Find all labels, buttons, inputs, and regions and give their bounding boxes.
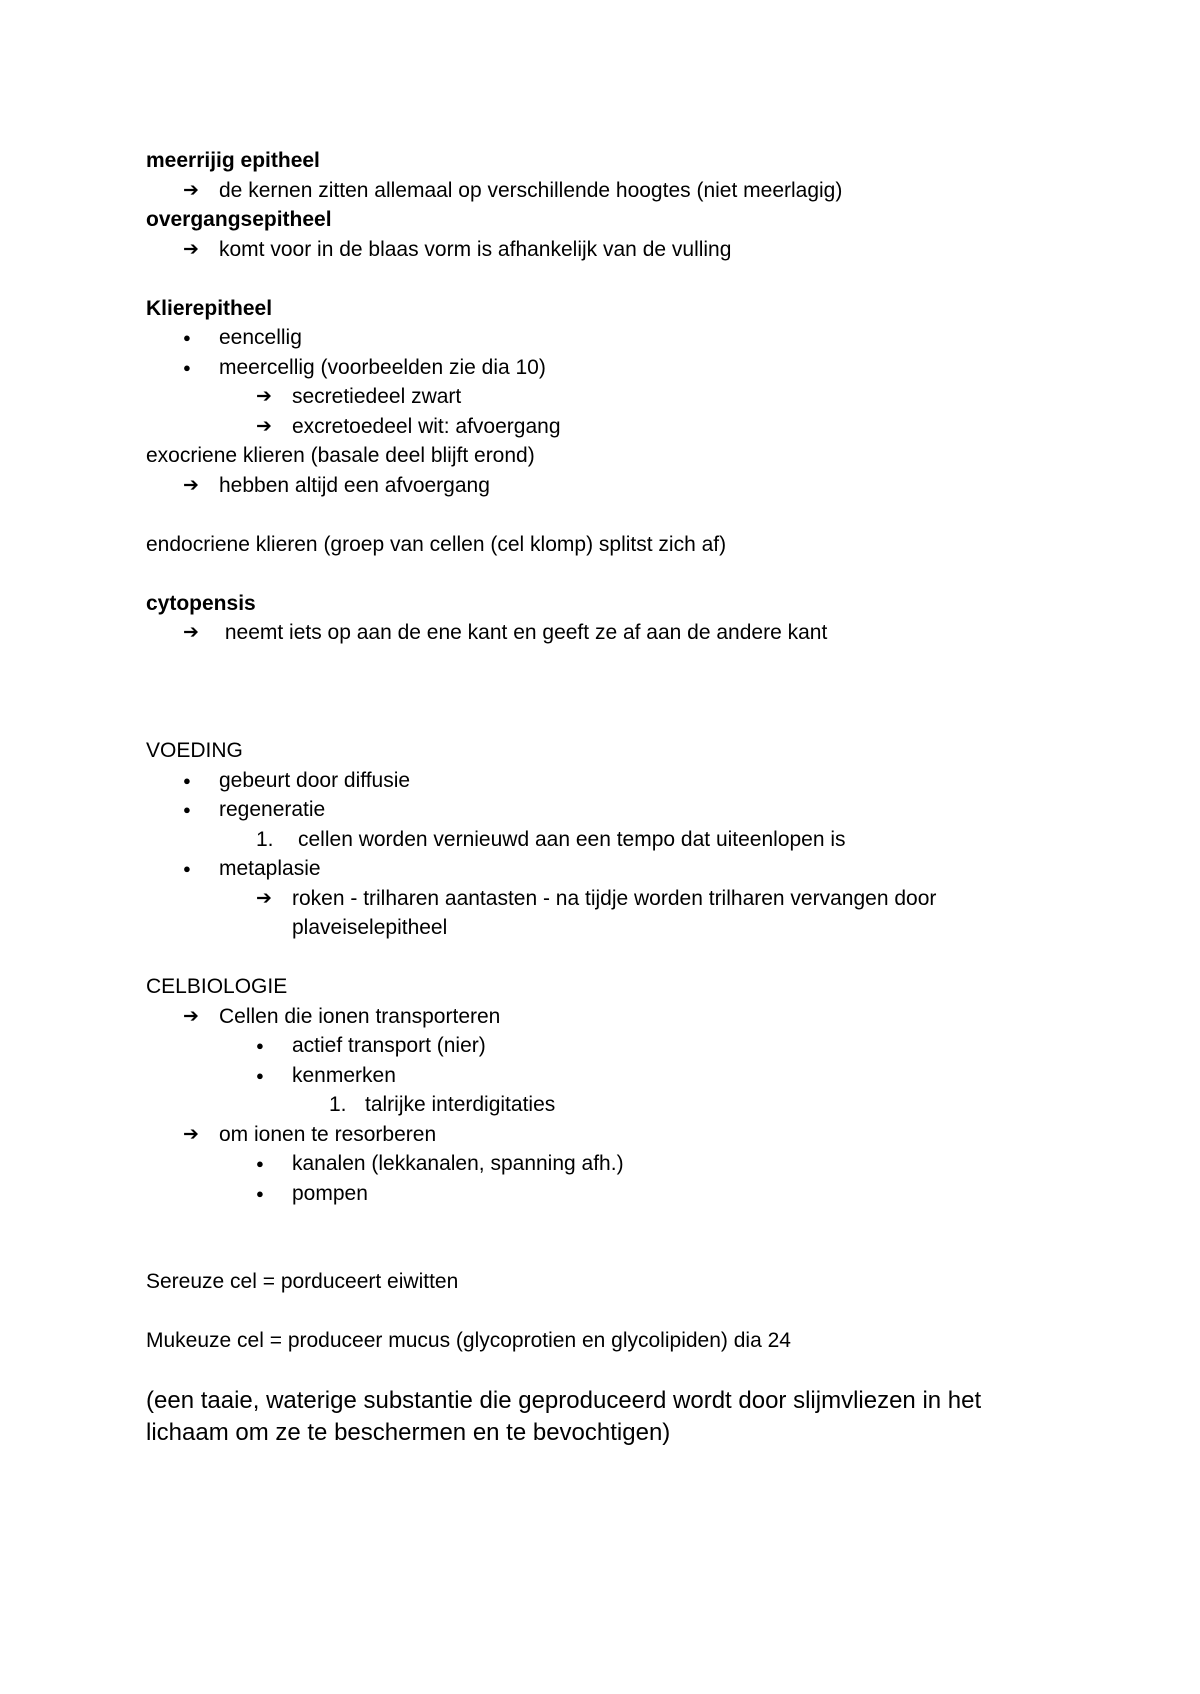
bullet-text: gebeurt door diffusie <box>219 768 411 792</box>
heading-overgang: overgangsepitheel <box>146 208 332 231</box>
bullet-icon: ● <box>183 330 191 345</box>
spacer <box>0 943 1200 973</box>
bullet-text: pompen <box>292 1181 368 1205</box>
bullet-text: metaplasie <box>219 857 321 880</box>
heading-voeding: VOEDING <box>146 739 243 762</box>
arrow-icon: ➔ <box>256 386 272 407</box>
paragraph-exocriene: exocriene klieren (basale deel blijft erond) <box>146 444 535 467</box>
numbered-text: cellen worden vernieuwd aan een tempo dat uiteenlopen is <box>298 827 846 851</box>
spacer <box>0 1238 1200 1268</box>
bullet-text: kenmerken <box>292 1063 396 1087</box>
spacer <box>0 1297 1200 1327</box>
arrow-item <box>0 1120 1200 1150</box>
bullet-item <box>0 766 1200 796</box>
bullet-text: eencellig <box>219 326 302 349</box>
arrow-icon: ➔ <box>183 1123 199 1145</box>
arrow-text: Cellen die ionen transporteren <box>219 1004 501 1028</box>
numbered-text: talrijke interdigitaties <box>365 1093 556 1116</box>
bullet-icon: ● <box>183 772 191 788</box>
bullet-item <box>0 795 1200 825</box>
spacer <box>0 559 1200 589</box>
heading-klierepitheel: Klierepitheel <box>146 296 273 320</box>
bullet-item <box>0 1061 1200 1091</box>
heading-meerrijig: meerrijig epitheel <box>146 149 320 172</box>
spacer <box>0 677 1200 707</box>
arrow-item <box>0 382 1200 412</box>
arrow-item <box>0 471 1200 501</box>
arrow-item <box>0 235 1200 265</box>
numbered-item <box>0 825 1200 855</box>
bullet-text: kanalen (lekkanalen, spanning afh.) <box>292 1152 624 1175</box>
arrow-text: hebben altijd een afvoergang <box>219 473 490 497</box>
bullet-text: meercellig (voorbeelden zie dia 10) <box>219 355 546 379</box>
arrow-text: de kernen zitten allemaal op verschillende hoogtes (niet meerlagig) <box>219 178 843 202</box>
arrow-text: komt voor in de blaas vorm is afhankelijk van de vulling <box>219 237 732 261</box>
bullet-icon: ● <box>183 861 191 876</box>
paragraph-sereuze: Sereuze cel = porduceert eiwitten <box>146 1270 459 1293</box>
heading-cytopensis: cytopensis <box>146 591 256 615</box>
arrow-text: excretoedeel wit: afvoergang <box>292 414 561 438</box>
numbered-item <box>0 1090 1200 1120</box>
paragraph-endocriene: endocriene klieren (groep van cellen (cel klomp) splitst zich af) <box>146 532 727 556</box>
spacer <box>0 1356 1200 1386</box>
spacer <box>0 500 1200 530</box>
bullet-item <box>0 353 1200 383</box>
bullet-icon: ● <box>256 1038 264 1053</box>
list-number: 1. <box>256 827 274 851</box>
arrow-text: om ionen te resorberen <box>219 1122 437 1146</box>
document-page <box>0 146 1200 1449</box>
bullet-item <box>0 1031 1200 1061</box>
bullet-icon: ● <box>256 1156 264 1171</box>
arrow-icon: ➔ <box>183 1005 199 1027</box>
arrow-text: roken - trilharen aantasten - na tijdje worden trilharen vervangen door <box>292 886 937 910</box>
arrow-text: neemt iets op aan de ene kant en geeft ze af aan de andere kant <box>219 621 828 644</box>
spacer <box>0 648 1200 678</box>
arrow-item <box>0 412 1200 442</box>
bullet-icon: ● <box>183 359 191 375</box>
arrow-text-continuation: plaveiselepitheel <box>292 916 448 939</box>
paragraph-definition-continuation: lichaam om ze te beschermen en te bevochtigen) <box>146 1419 671 1446</box>
arrow-icon: ➔ <box>256 415 272 437</box>
spacer <box>0 1208 1200 1238</box>
bullet-text: regeneratie <box>219 798 326 821</box>
heading-celbiologie: CELBIOLOGIE <box>146 975 288 998</box>
arrow-item <box>0 884 1200 914</box>
arrow-icon: ➔ <box>183 622 199 643</box>
arrow-item <box>0 1002 1200 1032</box>
arrow-icon: ➔ <box>183 238 199 260</box>
bullet-item <box>0 323 1200 353</box>
arrow-text: secretiedeel zwart <box>292 385 462 408</box>
arrow-icon: ➔ <box>183 179 199 201</box>
paragraph-definition: (een taaie, waterige substantie die geproduceerd wordt door slijmvliezen in het <box>146 1387 982 1414</box>
spacer <box>0 264 1200 294</box>
bullet-item <box>0 854 1200 884</box>
spacer <box>0 707 1200 737</box>
list-number: 1. <box>329 1093 347 1116</box>
paragraph-mukeuze: Mukeuze cel = produceer mucus (glycoprotien en glycolipiden) dia 24 <box>146 1329 791 1352</box>
arrow-icon: ➔ <box>256 887 272 909</box>
bullet-icon: ● <box>183 802 191 817</box>
bullet-text: actief transport (nier) <box>292 1034 486 1057</box>
arrow-icon: ➔ <box>183 474 199 496</box>
arrow-item <box>0 176 1200 206</box>
bullet-icon: ● <box>256 1185 264 1201</box>
arrow-item <box>0 618 1200 648</box>
bullet-icon: ● <box>256 1067 264 1083</box>
bullet-item <box>0 1179 1200 1209</box>
bullet-item <box>0 1149 1200 1179</box>
